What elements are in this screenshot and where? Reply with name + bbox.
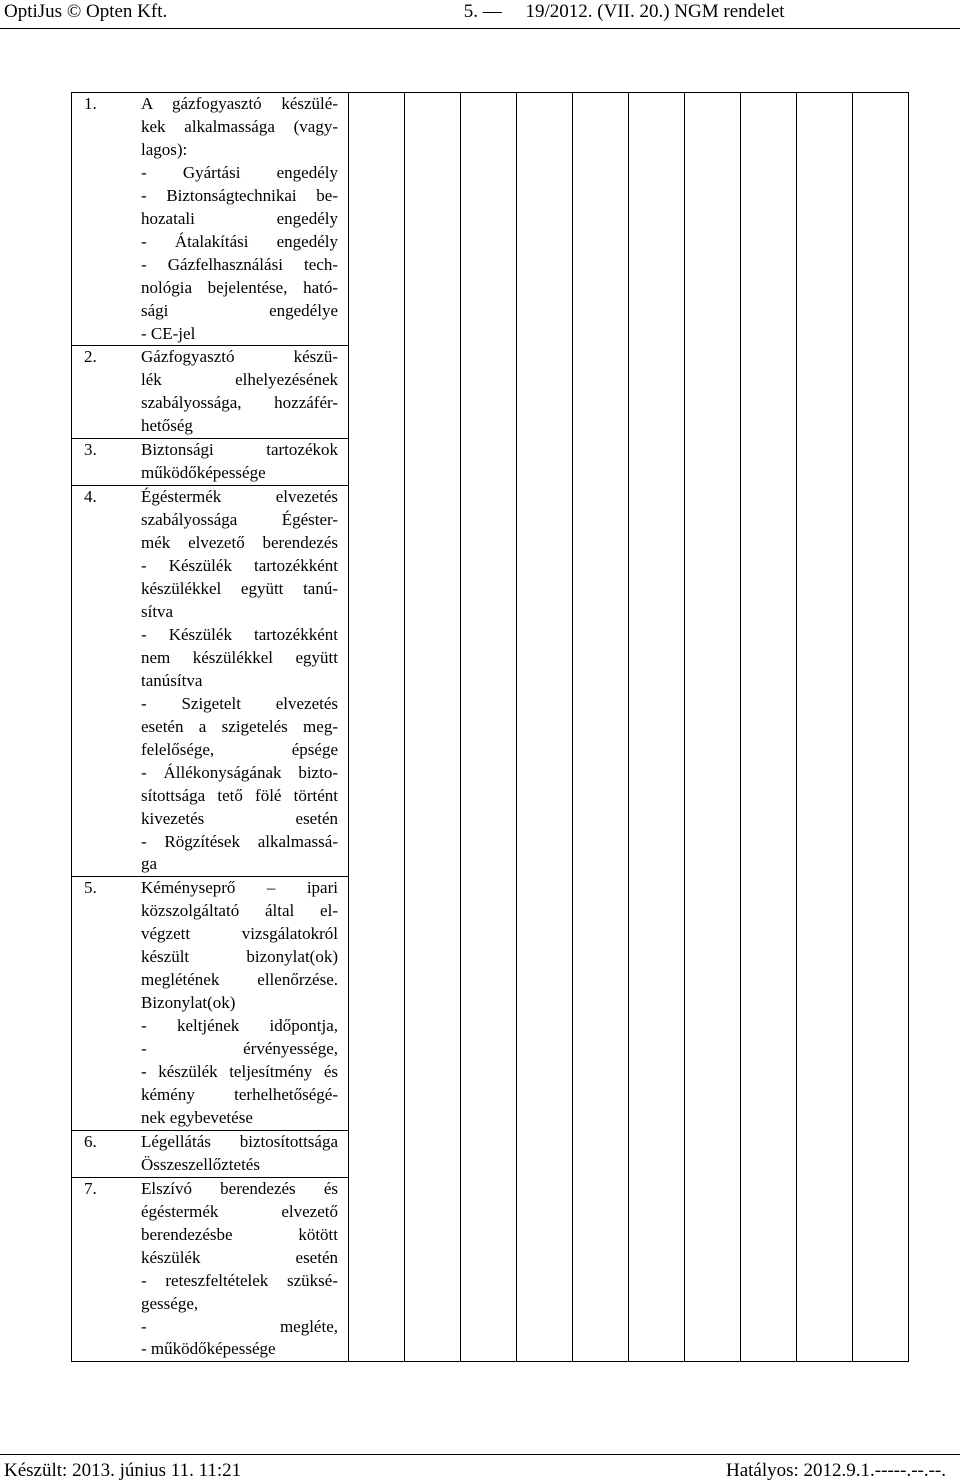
item-text-line: - megléte, (141, 1316, 338, 1336)
item-text-line: sági engedélye (141, 300, 338, 320)
item-text-line: - működőképessége (141, 1339, 276, 1359)
item-text-line: - Készülék tartozékként (141, 556, 338, 576)
empty-column-5 (573, 93, 629, 1362)
item-text-line: - Szigetelt elvezetés (141, 693, 338, 713)
item-text-line: égéstermék elvezető (141, 1201, 338, 1221)
item-text-line: Égéstermék elvezetés (141, 487, 338, 507)
item-text-line: - Rögzítések alkalmassá- (141, 831, 338, 851)
empty-column-8 (741, 93, 797, 1362)
item-text-line: lagos): (141, 139, 188, 159)
item-text-line: készülékkel együtt tanú- (141, 579, 338, 599)
item-text-line: berendezésbe kötött (141, 1224, 338, 1244)
item-text-line: végzett vizsgálatokról (141, 924, 338, 944)
item-text-line: működőképessége (141, 463, 266, 483)
item-number: 3. (84, 440, 97, 460)
item-text-line: meglétének ellenőrzése. (141, 970, 338, 990)
item-number: 6. (84, 1131, 97, 1151)
item-text (141, 877, 338, 1129)
checklist-item (72, 93, 348, 345)
items-column (72, 93, 349, 1362)
checklist-item (72, 438, 348, 485)
page-footer (0, 1454, 960, 1484)
empty-column-9 (797, 93, 853, 1362)
item-text-line: A gázfogyasztó készülé- (141, 94, 338, 113)
item-text-line: sítva (141, 601, 174, 621)
items-list (72, 93, 348, 1361)
item-text-line: - Biztonságtechnikai be- (141, 185, 338, 205)
item-text-line: Bizonylat(ok) (141, 993, 236, 1013)
publisher-label: OptiJus © Opten Kft. (4, 1, 168, 22)
checklist-item (72, 1177, 348, 1362)
item-text-line: Elszívó berendezés és (141, 1178, 338, 1198)
item-text-line: - CE-jel (141, 323, 196, 343)
item-number: 4. (84, 487, 97, 507)
item-text-line: közszolgáltató által el- (141, 901, 338, 921)
item-text-line: szabályossága, hozzáfér- (141, 393, 338, 413)
item-number: 5. (84, 878, 97, 898)
item-text-line: készülék esetén (141, 1247, 338, 1267)
checklist-item (72, 1130, 348, 1177)
item-text-line: - Gázfelhasználási tech- (141, 254, 338, 274)
item-text-line: lék elhelyezésének (141, 370, 338, 390)
footer-divider (0, 1454, 960, 1455)
item-text-line: Kéményseprő – ipari (141, 878, 338, 898)
item-text-line: Légellátás biztosítottsága (141, 1131, 338, 1151)
empty-column-6 (629, 93, 685, 1362)
item-text-line: hozatali engedély (141, 208, 338, 228)
item-text-line: - készülék teljesítmény és (141, 1062, 338, 1082)
item-text-line: felelősége, épsége (141, 739, 338, 759)
item-text-line: - keltjének időpontja, (141, 1016, 338, 1036)
item-text (141, 1131, 338, 1177)
item-text (141, 93, 338, 345)
item-text-line: kémény terhelhetőségé- (141, 1084, 338, 1104)
checklist-table (71, 92, 909, 1362)
item-text-line: - Átalakítási engedély (141, 231, 338, 251)
item-text-line: hetőség (141, 416, 193, 436)
checklist-item (72, 876, 348, 1129)
item-text (141, 346, 338, 438)
header-divider (0, 28, 960, 29)
empty-column-3 (461, 93, 517, 1362)
empty-column-2 (405, 93, 461, 1362)
item-text-line: - Állékonyságának bizto- (141, 762, 338, 782)
checklist-item (72, 485, 348, 876)
item-number: 1. (84, 94, 97, 113)
item-text-line: ga (141, 854, 158, 874)
item-text-line: gessége, (141, 1293, 199, 1313)
empty-column-4 (517, 93, 573, 1362)
item-text-line: - érvényessége, (141, 1039, 338, 1059)
item-text (141, 1178, 338, 1362)
item-text (141, 486, 338, 876)
item-text-line: sítottsága tető fölé történt (141, 785, 338, 805)
document-title: 5. — 19/2012. (VII. 20.) NGM rendelet (440, 1, 785, 22)
item-text-line: tanúsítva (141, 670, 203, 690)
item-text-line: - Készülék tartozékként (141, 624, 338, 644)
empty-column-10 (853, 93, 909, 1362)
item-text-line: esetén a szigetelés meg- (141, 716, 338, 736)
item-text-line: nem készülékkel együtt (141, 647, 338, 667)
item-text-line: - Gyártási engedély (141, 162, 338, 182)
item-text-line: készült bizonylat(ok) (141, 947, 338, 967)
item-text-line: Összeszellőztetés (141, 1154, 260, 1174)
item-text-line: nológia bejelentése, ható- (141, 277, 338, 297)
item-text-line: mék elvezető berendezés (141, 533, 338, 553)
item-text-line: nek egybevetése (141, 1107, 253, 1127)
created-timestamp: Készült: 2013. június 11. 11:21 (4, 1460, 242, 1481)
item-text-line: kivezetés esetén (141, 808, 338, 828)
item-text-line: Gázfogyasztó készü- (141, 347, 338, 367)
item-text-line: kek alkalmassága (vagy- (141, 116, 338, 136)
item-text-line: - reteszfeltételek szüksé- (141, 1270, 338, 1290)
empty-column-1 (349, 93, 405, 1362)
item-number: 7. (84, 1178, 97, 1198)
item-text-line: Biztonsági tartozékok (141, 440, 338, 460)
effective-date: Hatályos: 2012.9.1.-----.--.--. (725, 1460, 946, 1481)
item-number: 2. (84, 347, 97, 367)
checklist-item (72, 345, 348, 438)
empty-column-7 (685, 93, 741, 1362)
page-header (0, 0, 960, 28)
item-text-line: szabályossága Égéster- (141, 510, 338, 530)
item-text (141, 439, 338, 485)
